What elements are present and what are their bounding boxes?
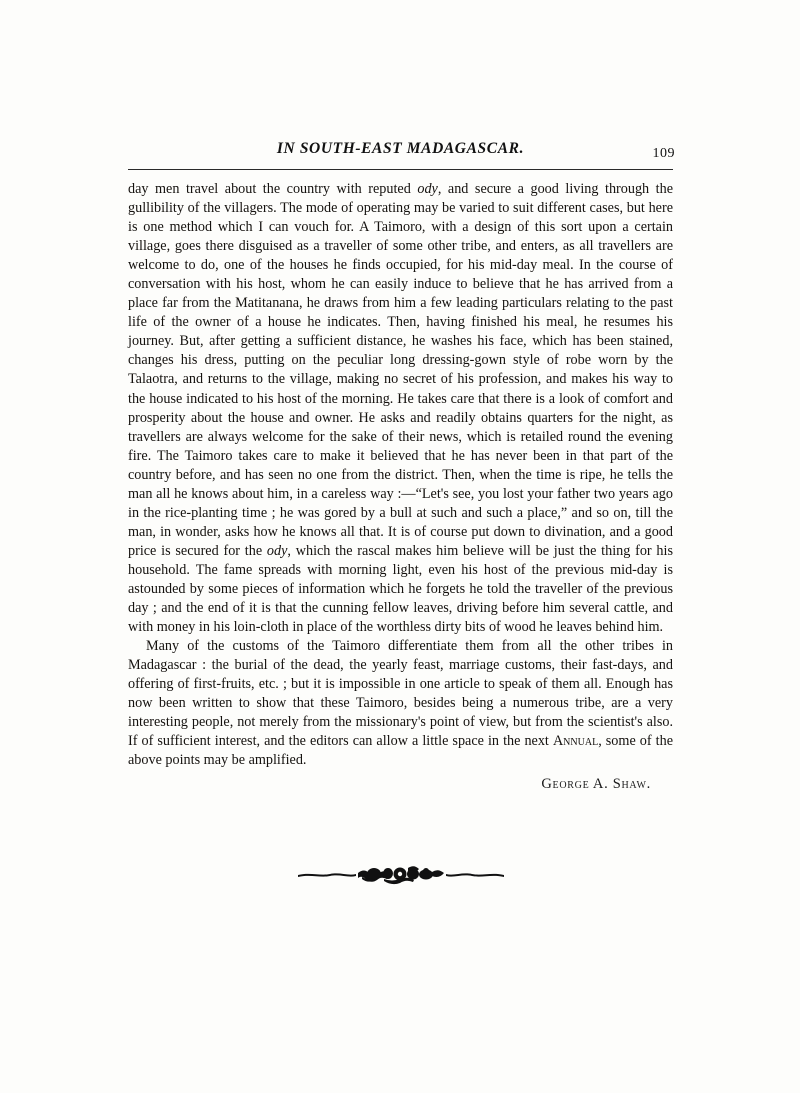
author-signature: George A. Shaw. <box>541 776 651 793</box>
paragraph <box>128 180 673 637</box>
ornament-container <box>128 863 673 889</box>
text-run: , which the rascal makes him believe will be just the thing for his household. The fame spreads with morning light, even his host of the previous mid-day is astounded by some pieces of information which he forgets he told the traveller of the previous day ; and the end of it is that the cunning fellow leaves, driving before him several cattle, and with money in his loin-cloth in place of the worthless dirty bits of wood he leaves behind him. <box>128 542 673 636</box>
text-run: Many of the customs of the Taimoro differentiate them from all the other tribes in Madagascar : the burial of the dead, the yearly feast, marriage customs, their fast-days, and offering of first-fruits, etc. ; but it is impossible in one article to speak of them all. Enough has now been written to show that these Taimoro, besides being a numerous tribe, are a very interesting people, not merely from the missionary's point of view, but from the scientist's also. If of sufficient interest, and the editors can allow a little space in the next <box>128 638 673 750</box>
running-head: IN SOUTH-EAST MADAGASCAR. <box>276 140 525 157</box>
text-run: , some of the above points may be amplified. <box>128 733 673 769</box>
italic-term: ody <box>266 542 288 559</box>
body-text <box>128 180 673 770</box>
page-number: 109 <box>652 146 675 161</box>
page-content <box>128 140 673 889</box>
header-rule <box>128 169 673 170</box>
page-header <box>128 140 673 162</box>
paragraph <box>128 637 673 770</box>
italic-term: ody <box>417 181 438 197</box>
printers-ornament-icon <box>296 863 506 890</box>
text-run: day men travel about the country with reputed <box>128 181 418 197</box>
small-caps-term: Annual <box>552 733 599 750</box>
text-run: , and secure a good living through the gullibility of the villagers. The mode of operating may be varied to suit different cases, but here is one method which I can vouch for. A Taimoro, with a design of this sort upon a certain village, goes there disguised as a traveller of some other tribe, and enters, as all travellers are welcome to do, one of the houses he finds occupied, for his mid-day meal. In the course of conversation with his host, whom he can easily induce to believe that he has arrived from a place far from the Matitanana, he draws from him a few leading particulars relating to the past life of the owner of a house he indicates. Then, having finished his meal, he resumes his journey. But, after getting a sufficient distance, he washes his face, which has been stained, changes his dress, putting on the peculiar long dressing-gown style of robe worn by the Talaotra, and returns to the village, making no secret of his profession, and makes his way to the house indicated to his host of the morning. He takes care that there is a look of comfort and prosperity about the house and owner. He asks and readily obtains quarters for the night, as travellers are always welcome for the sake of their news, which is retailed round the evening fire. The Taimoro takes care to make it believed that he has never been in that part of the country before, and has seen no one from the district. Then, when the time is ripe, he tells the man all he knows about him, in a careless way :—“Let's see, you lost your father two years ago in the rice-planting time ; he was gored by a bull at such and such a place,” and so on, till the man, in wonder, asks how he knows all that. It is of course put down to divination, and a good price is secured for the <box>128 181 673 559</box>
